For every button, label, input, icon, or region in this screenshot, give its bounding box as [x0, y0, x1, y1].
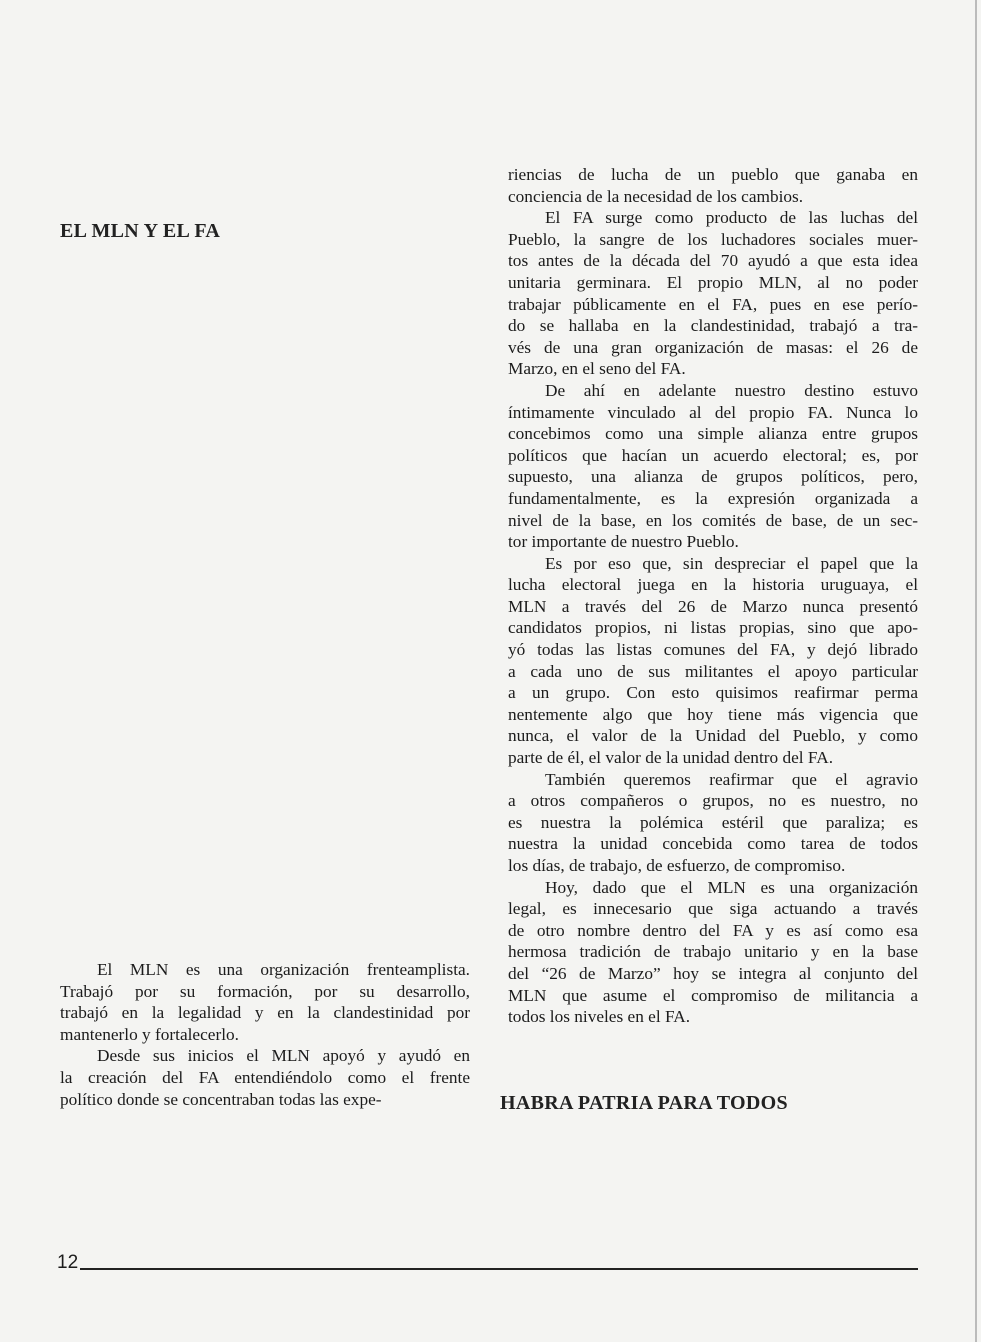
text-line: nuestra la unidad concebida como tarea de todos: [508, 834, 918, 854]
text-line: lucha electoral juega en la historia uruguaya, el: [508, 575, 918, 595]
text-line: Es por eso que, sin despreciar el papel que la: [545, 553, 918, 573]
left-column-text: [60, 959, 470, 1110]
page-number: 12: [57, 1252, 79, 1273]
text-line: del “26 de Marzo” hoy se integra al conjunto del: [508, 963, 918, 983]
text-line: También queremos reafirmar que el agravio: [545, 769, 918, 789]
text-line: unitaria germinara. El propio MLN, al no poder: [508, 272, 918, 292]
section-heading-habra-patria: HABRA PATRIA PARA TODOS: [500, 1092, 788, 1114]
paragraph: [508, 380, 918, 553]
text-line: la creación del FA entendiéndolo como el frente: [60, 1067, 470, 1087]
text-line: nivel de la base, en los comités de base, de un sec-: [508, 510, 918, 530]
text-line: político donde se concentraban todas las expe-: [60, 1089, 382, 1109]
text-line: conciencia de la necesidad de los cambios.: [508, 186, 804, 206]
text-line: legal, es innecesario que siga actuando a través: [508, 899, 918, 919]
text-line: a cada uno de sus militantes el apoyo particular: [508, 661, 918, 681]
text-line: los días, de trabajo, de esfuerzo, de compromiso.: [508, 856, 846, 875]
paragraph: [508, 553, 918, 769]
text-line: MLN a través del 26 de Marzo nunca presentó: [508, 596, 918, 616]
text-line: supuesto, una alianza de grupos políticos, pero,: [508, 467, 918, 487]
text-line: do se hallaba en la clandestinidad, trabajó a tra-: [508, 316, 918, 336]
text-line: tor importante de nuestro Pueblo.: [508, 532, 739, 552]
paragraph: [60, 959, 470, 1045]
text-line: políticos que hacían un acuerdo electoral; es, por: [508, 445, 918, 465]
text-line: vés de una gran organización de masas: el 26 de: [508, 337, 918, 357]
text-line: Marzo, en el seno del FA.: [508, 359, 686, 379]
paragraph: [508, 877, 918, 1028]
text-line: mantenerlo y fortalecerlo.: [60, 1024, 239, 1044]
text-line: nentemente algo que hoy tiene más vigencia que: [508, 704, 918, 724]
text-line: fundamentalmente, es la expresión organizada a: [508, 488, 918, 508]
text-line: candidatos propios, ni listas propias, sino que apo-: [508, 618, 918, 638]
text-line: todos los niveles en el FA.: [508, 1007, 691, 1027]
text-line: nunca, el valor de la Unidad del Pueblo, y como: [508, 726, 918, 746]
text-line: tos antes de la década del 70 ayudó a que esta idea: [508, 251, 918, 271]
text-line: Trabajó por su formación, por su desarrollo,: [60, 981, 470, 1001]
text-line: yó todas las listas comunes del FA, y dejó librado: [508, 640, 918, 660]
page-edge: [975, 0, 977, 1342]
text-line: Desde sus inicios el MLN apoyó y ayudó en: [97, 1046, 470, 1066]
text-line: hermosa tradición de trabajo unitario y en la base: [508, 942, 918, 962]
paragraph: [508, 164, 918, 207]
text-line: trabajó en la legalidad y en la clandestinidad por: [60, 1003, 470, 1023]
text-line: parte de él, el valor de la unidad dentro del FA.: [508, 748, 834, 768]
text-line: El FA surge como producto de las luchas del: [545, 208, 918, 228]
section-heading-mln-fa: EL MLN Y EL FA: [60, 220, 221, 242]
text-line: MLN que asume el compromiso de militancia a: [508, 985, 918, 1005]
text-line: Pueblo, la sangre de los luchadores sociales muer-: [508, 229, 918, 249]
text-line: De ahí en adelante nuestro destino estuvo: [545, 380, 918, 400]
footer-rule: [80, 1268, 918, 1270]
text-line: concebimos como una simple alianza entre grupos: [508, 424, 918, 444]
text-line: trabajar públicamente en el FA, pues en ese perío-: [508, 294, 918, 314]
paragraph: [60, 1045, 470, 1110]
text-line: a otros compañeros o grupos, no es nuestro, no: [508, 791, 918, 811]
paragraph: [508, 769, 918, 877]
text-line: de otro nombre dentro del FA y es así como esa: [508, 920, 918, 940]
text-line: es nuestra la polémica estéril que paraliza; es: [508, 812, 918, 832]
paragraph: [508, 207, 918, 380]
text-line: íntimamente vinculado al del propio FA. Nunca lo: [508, 402, 918, 422]
text-line: Hoy, dado que el MLN es una organización: [545, 877, 918, 897]
text-line: El MLN es una organización frenteamplista.: [97, 960, 470, 979]
text-line: a un grupo. Con esto quisimos reafirmar perma: [508, 683, 918, 703]
text-line: riencias de lucha de un pueblo que ganaba en: [508, 165, 918, 184]
right-column-text: [508, 164, 918, 1028]
